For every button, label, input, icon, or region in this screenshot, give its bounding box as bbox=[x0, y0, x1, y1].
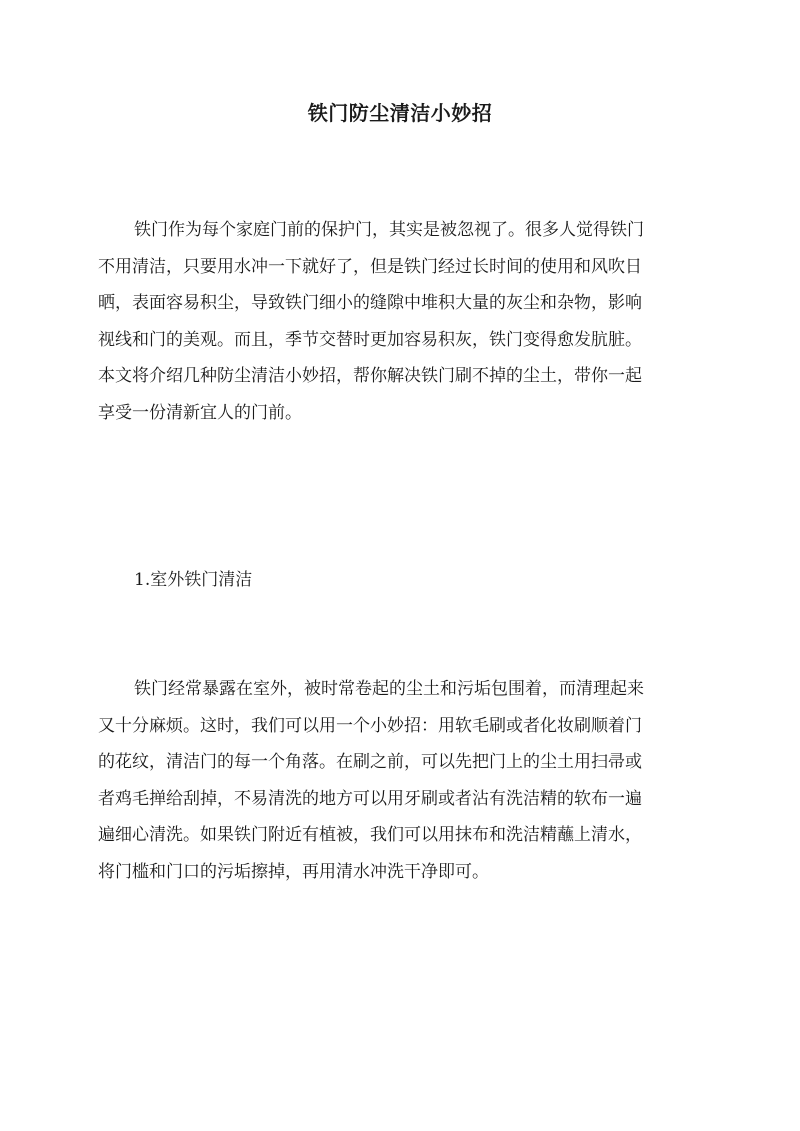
intro-line: 本文将介绍几种防尘清洁小妙招，帮你解决铁门刷不掉的尘土，带你一起 bbox=[98, 366, 642, 386]
intro-line: 享受一份清新宜人的门前。 bbox=[98, 402, 302, 423]
intro-line: 不用清洁，只要用水冲一下就好了，但是铁门经过长时间的使用和风吹日 bbox=[98, 256, 642, 277]
outdoor-cleaning-paragraph bbox=[98, 671, 700, 890]
body-line: 将门槛和门口的污垢擦掉，再用清水冲洗干净即可。 bbox=[98, 861, 489, 882]
body-line: 铁门经常暴露在室外，被时常卷起的尘土和污垢包围着，而清理起来 bbox=[134, 679, 644, 699]
intro-line: 晒，表面容易积尘，导致铁门细小的缝隙中堆积大量的灰尘和杂物，影响 bbox=[98, 293, 642, 313]
body-line: 又十分麻烦。这时，我们可以用一个小妙招：用软毛刷或者化妆刷顺着门 bbox=[98, 715, 642, 736]
intro-line: 视线和门的美观。而且，季节交替时更加容易积灰，铁门变得愈发肮脏。 bbox=[98, 329, 642, 350]
intro-paragraph bbox=[98, 212, 700, 431]
intro-line: 铁门作为每个家庭门前的保护门，其实是被忽视了。很多人觉得铁门 bbox=[134, 220, 644, 240]
body-line: 遍细心清洗。如果铁门附近有植被，我们可以用抹布和洗洁精蘸上清水， bbox=[98, 825, 642, 845]
document-title: 铁门防尘清洁小妙招 bbox=[307, 101, 493, 125]
body-line: 者鸡毛掸给刮掉，不易清洗的地方可以用牙刷或者沾有洗洁精的软布一遍 bbox=[98, 788, 642, 809]
section-heading-outdoor-cleaning: 1.室外铁门清洁 bbox=[134, 570, 253, 590]
body-line: 的花纹，清洁门的每一个角落。在刷之前，可以先把门上的尘土用扫帚或 bbox=[98, 752, 642, 772]
